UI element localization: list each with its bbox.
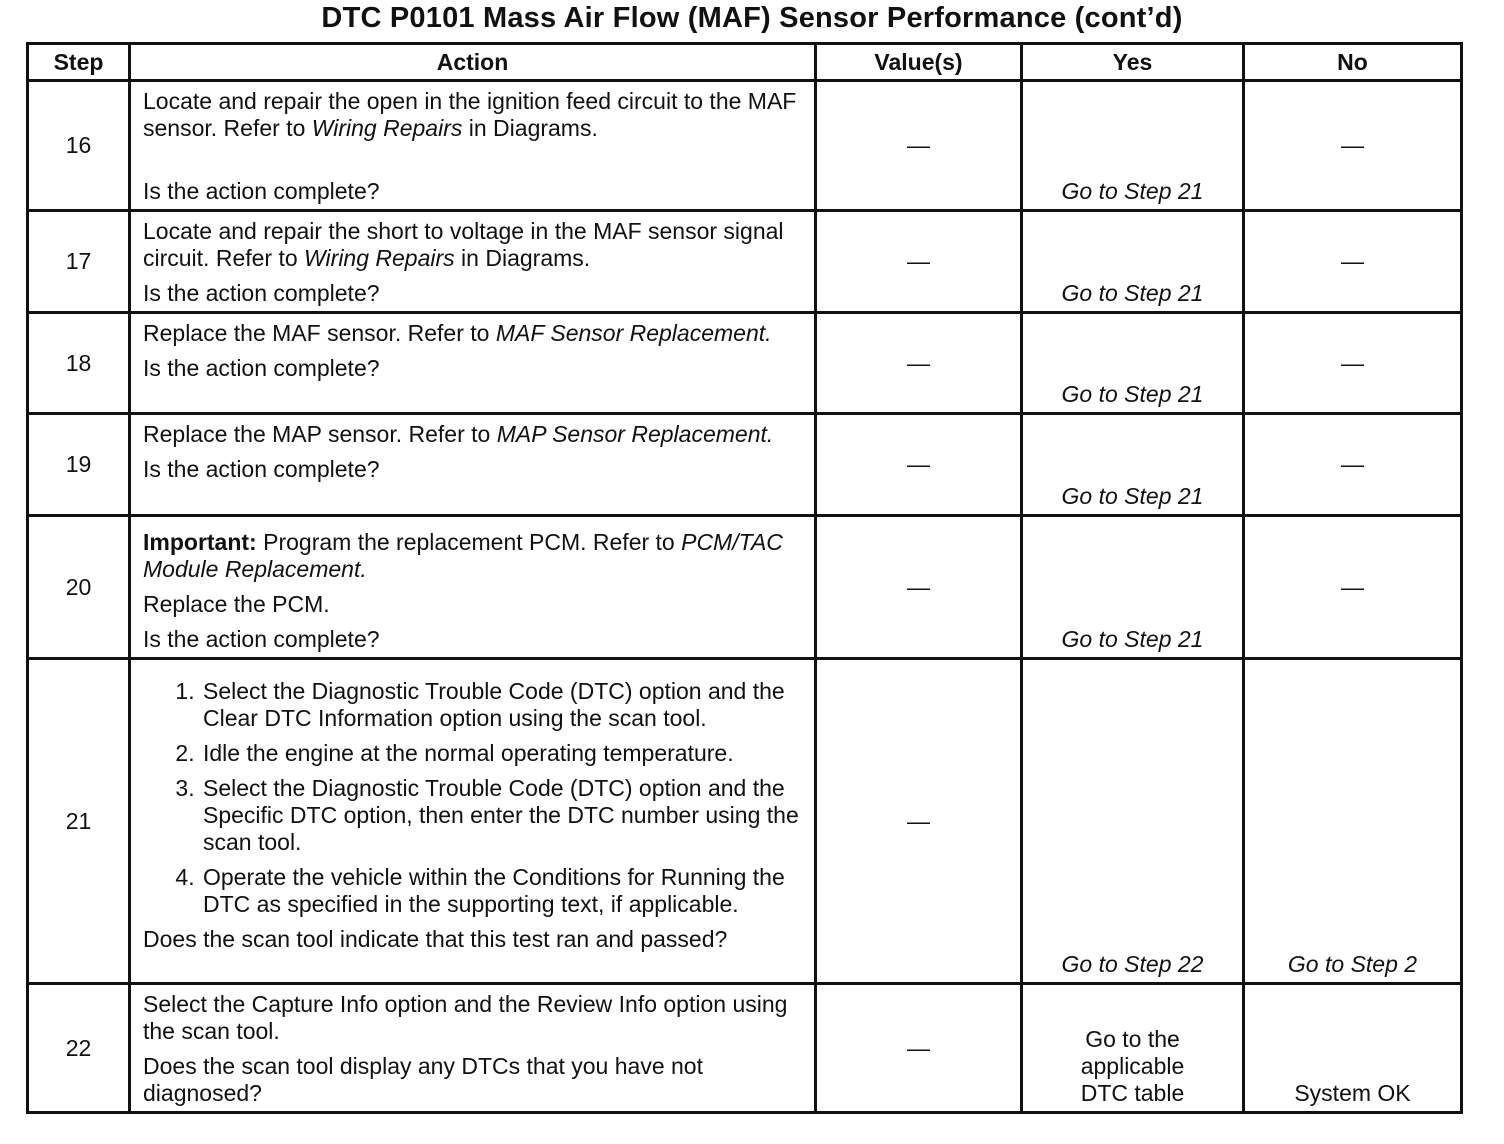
procedure-list [143, 678, 804, 918]
value-cell: — [816, 211, 1022, 313]
value-cell: — [816, 81, 1022, 211]
table-header-row [28, 44, 1462, 81]
list-item: 2. Idle the engine at the normal operating temperature. [201, 740, 804, 767]
action-cell [130, 211, 816, 313]
step-number: 21 [28, 659, 130, 984]
header-yes: Yes [1022, 44, 1244, 81]
action-question: Is the action complete? [143, 178, 380, 204]
important-note: Important: Program the replacement PCM. Refer to PCM/TAC Module Replacement. [143, 529, 783, 582]
action-text: Select the Capture Info option and the Review Info option using the scan tool. [143, 991, 788, 1044]
action-question: Does the scan tool display any DTCs that you have not diagnosed? [143, 1053, 703, 1106]
step-number: 17 [28, 211, 130, 313]
value-cell: — [816, 516, 1022, 659]
no-cell: — [1244, 516, 1462, 659]
action-question: Is the action complete? [143, 626, 380, 652]
step-number: 16 [28, 81, 130, 211]
no-cell: Go to Step 2 [1244, 659, 1462, 984]
value-cell: — [816, 984, 1022, 1113]
yes-cell: Go to Step 21 [1022, 211, 1244, 313]
action-question: Is the action complete? [143, 280, 380, 306]
important-label: Important: [143, 529, 257, 555]
no-cell: — [1244, 313, 1462, 414]
reference-link: Wiring Repairs [304, 245, 455, 271]
action-cell [130, 81, 816, 211]
action-question: Is the action complete? [143, 456, 380, 482]
reference-link: Wiring Repairs [311, 115, 463, 141]
list-item: 1. Select the Diagnostic Trouble Code (DTC) option and the Clear DTC Information option using the scan tool. [201, 678, 804, 732]
yes-cell: Go to Step 21 [1022, 313, 1244, 414]
action-question: Does the scan tool indicate that this test ran and passed? [143, 926, 728, 952]
header-step: Step [28, 44, 130, 81]
action-cell [130, 414, 816, 516]
action-cell [130, 659, 816, 984]
value-cell: — [816, 313, 1022, 414]
no-cell: — [1244, 81, 1462, 211]
list-item: 4. Operate the vehicle within the Conditions for Running the DTC as specified in the supporting text, if applicable. [201, 864, 804, 918]
action-text: Replace the PCM. [143, 591, 330, 617]
yes-cell: Go to Step 21 [1022, 516, 1244, 659]
no-cell: System OK [1244, 984, 1462, 1113]
header-values: Value(s) [816, 44, 1022, 81]
list-item: 3. Select the Diagnostic Trouble Code (DTC) option and the Specific DTC option, then enter the DTC number using the scan tool. [201, 775, 804, 856]
step-number: 19 [28, 414, 130, 516]
action-cell [130, 984, 816, 1113]
action-cell [130, 516, 816, 659]
step-number: 18 [28, 313, 130, 414]
table-row [28, 211, 1462, 313]
action-question: Is the action complete? [143, 355, 380, 381]
step-number: 22 [28, 984, 130, 1113]
reference-link: MAP Sensor Replacement. [496, 421, 774, 447]
step-number: 20 [28, 516, 130, 659]
header-action: Action [130, 44, 816, 81]
table-row [28, 516, 1462, 659]
value-cell: — [816, 414, 1022, 516]
table-row [28, 414, 1462, 516]
table-row [28, 659, 1462, 984]
table-row [28, 81, 1462, 211]
table-row [28, 984, 1462, 1113]
action-text: Replace the MAP sensor. Refer to MAP Sensor Replacement. [143, 421, 774, 447]
table-row [28, 313, 1462, 414]
header-no: No [1244, 44, 1462, 81]
yes-cell: Go to Step 21 [1022, 81, 1244, 211]
yes-cell: Go to the applicable DTC table [1022, 984, 1244, 1113]
no-cell: — [1244, 414, 1462, 516]
action-text: Locate and repair the open in the ignition feed circuit to the MAF sensor. Refer to Wiring Repairs in Diagrams. [143, 88, 797, 141]
no-cell: — [1244, 211, 1462, 313]
action-text: Locate and repair the short to voltage in the MAF sensor signal circuit. Refer to Wiring Repairs in Diagrams. [143, 218, 784, 271]
action-text: Replace the MAF sensor. Refer to MAF Sensor Replacement. [143, 320, 772, 346]
value-cell: — [816, 659, 1022, 984]
reference-link: MAF Sensor Replacement. [495, 320, 772, 346]
yes-cell: Go to Step 21 [1022, 414, 1244, 516]
reference-link: PCM/TAC Module Replacement. [143, 529, 783, 582]
dtc-table [26, 42, 1463, 1114]
page-title: DTC P0101 Mass Air Flow (MAF) Sensor Performance (cont’d) [321, 2, 1183, 34]
action-cell [130, 313, 816, 414]
yes-cell: Go to Step 22 [1022, 659, 1244, 984]
